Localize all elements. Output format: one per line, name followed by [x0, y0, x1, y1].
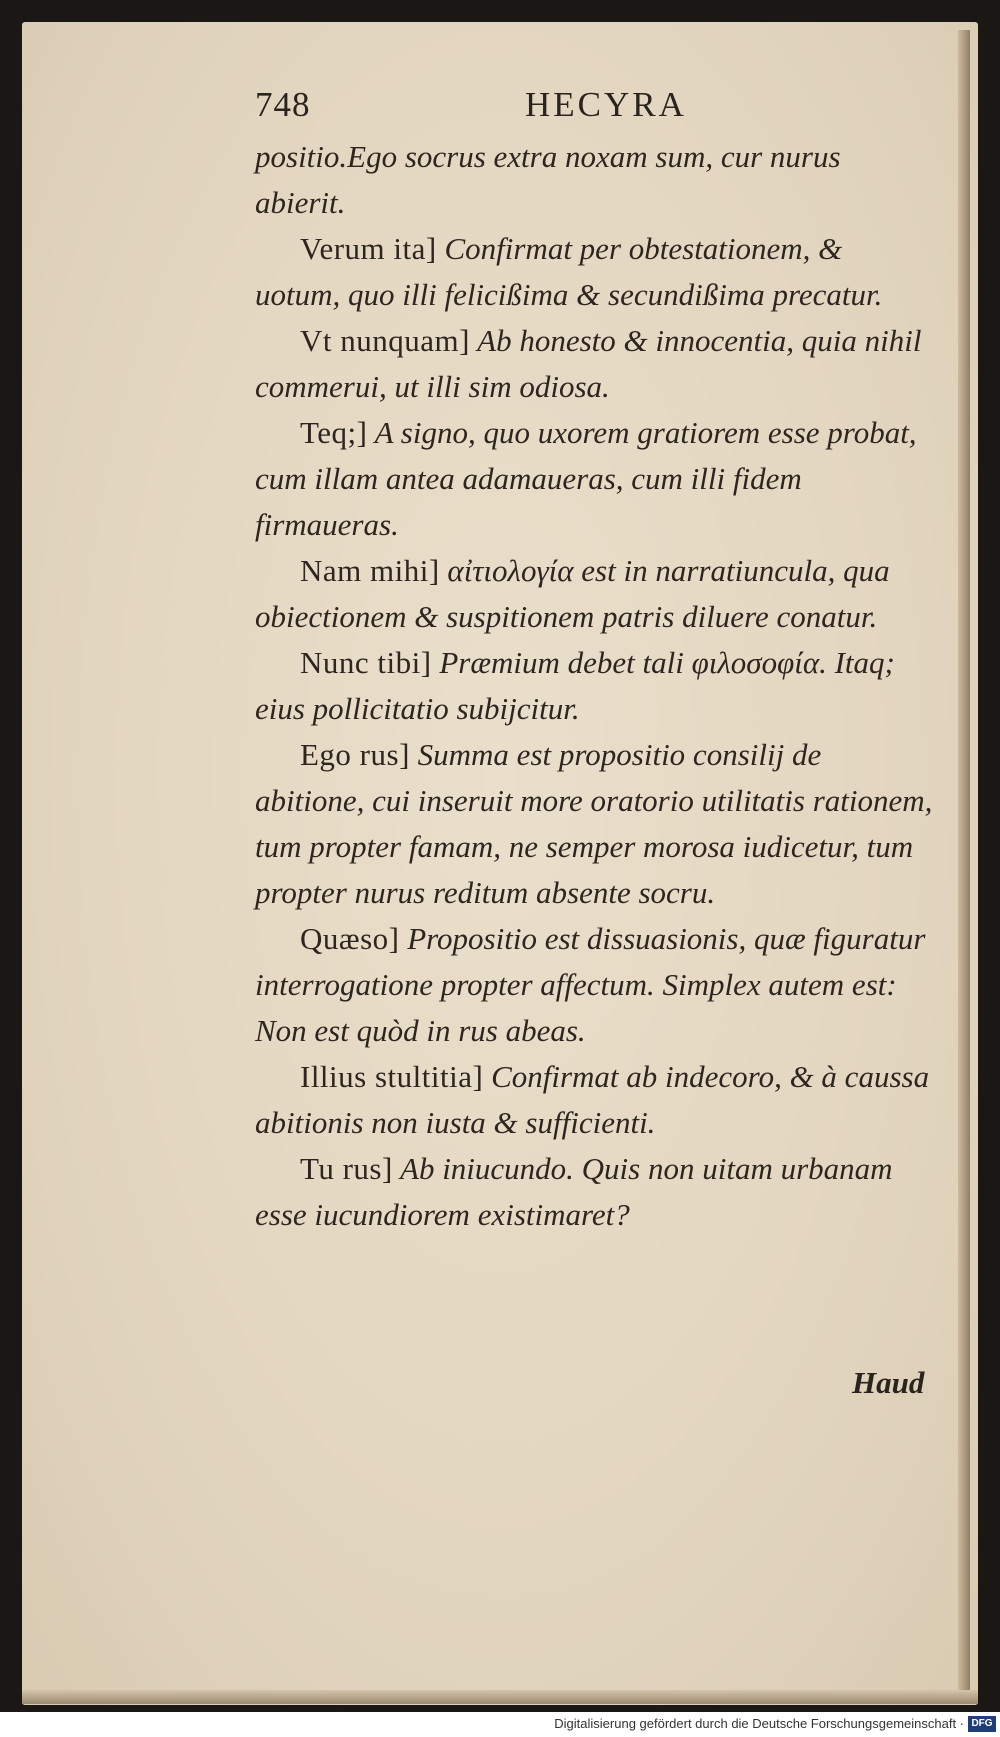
lemma: Vt nunquam] — [300, 323, 470, 358]
catchword: Haud — [852, 1365, 925, 1400]
lemma: Teq;] — [300, 415, 368, 450]
dfg-logo: DFG — [968, 1716, 996, 1732]
commentary: Ab iniucundo. Quis non uitam urbanam esse iucundiorem existimaret? — [255, 1151, 893, 1232]
commentary: Ab honesto & innocentia, quia nihil commerui, ut illi sim odiosa. — [255, 323, 922, 404]
lemma: Quæso] — [300, 921, 400, 956]
paragraph — [255, 548, 935, 640]
paragraph — [255, 732, 935, 916]
paragraph — [255, 640, 935, 732]
page-edge-bottom — [22, 1690, 978, 1704]
paragraph — [255, 916, 935, 1054]
paragraph — [255, 410, 935, 548]
paragraph — [255, 318, 935, 410]
commentary: positio.Ego socrus extra noxam sum, cur nurus abierit. — [255, 139, 841, 220]
digitization-footer — [0, 1712, 1000, 1737]
paragraph — [255, 1146, 935, 1238]
commentary: Propositio est dissuasionis, quæ figuratur interrogatione propter affectum. Simplex autem est: Non est quòd in rus abeas. — [255, 921, 926, 1048]
lemma: Nunc tibi] — [300, 645, 432, 680]
lemma: Nam mihi] — [300, 553, 440, 588]
lemma: Verum ita] — [300, 231, 437, 266]
commentary: A signo, quo uxorem gratiorem esse probat, cum illam antea adamaueras, cum illi fidem firmaueras. — [255, 415, 917, 542]
footer-credit: Digitalisierung gefördert durch die Deutsche Forschungsgemeinschaft · — [554, 1716, 964, 1731]
commentary: Confirmat per obtestationem, & uotum, quo illi felicißima & secundißima precatur. — [255, 231, 883, 312]
lemma: Illius stultitia] — [300, 1059, 484, 1094]
commentary: αἰτιολογία est in narratiuncula, qua obiectionem & suspitionem patris diluere conatur. — [255, 553, 890, 634]
commentary: Confirmat ab indecoro, & à caussa abitionis non iusta & sufficienti. — [255, 1059, 930, 1140]
lemma: Tu rus] — [300, 1151, 393, 1186]
page-number: 748 — [255, 85, 311, 124]
commentary: Summa est propositio consilij de abitione, cui inseruit more oratorio utilitatis rationem, tum propter famam, ne semper morosa iudicetur, tum propter nurus reditum absente socru. — [255, 737, 933, 910]
paragraph — [255, 1054, 935, 1146]
text-block — [255, 134, 935, 1238]
running-title: HECYRA — [525, 85, 687, 124]
paragraph — [255, 134, 935, 226]
page-edge-right — [958, 30, 970, 1700]
commentary: Præmium debet tali φιλοσοφία. Itaq; eius pollicitatio subijcitur. — [255, 645, 895, 726]
running-head — [255, 85, 725, 135]
paragraph — [255, 226, 935, 318]
lemma: Ego rus] — [300, 737, 410, 772]
